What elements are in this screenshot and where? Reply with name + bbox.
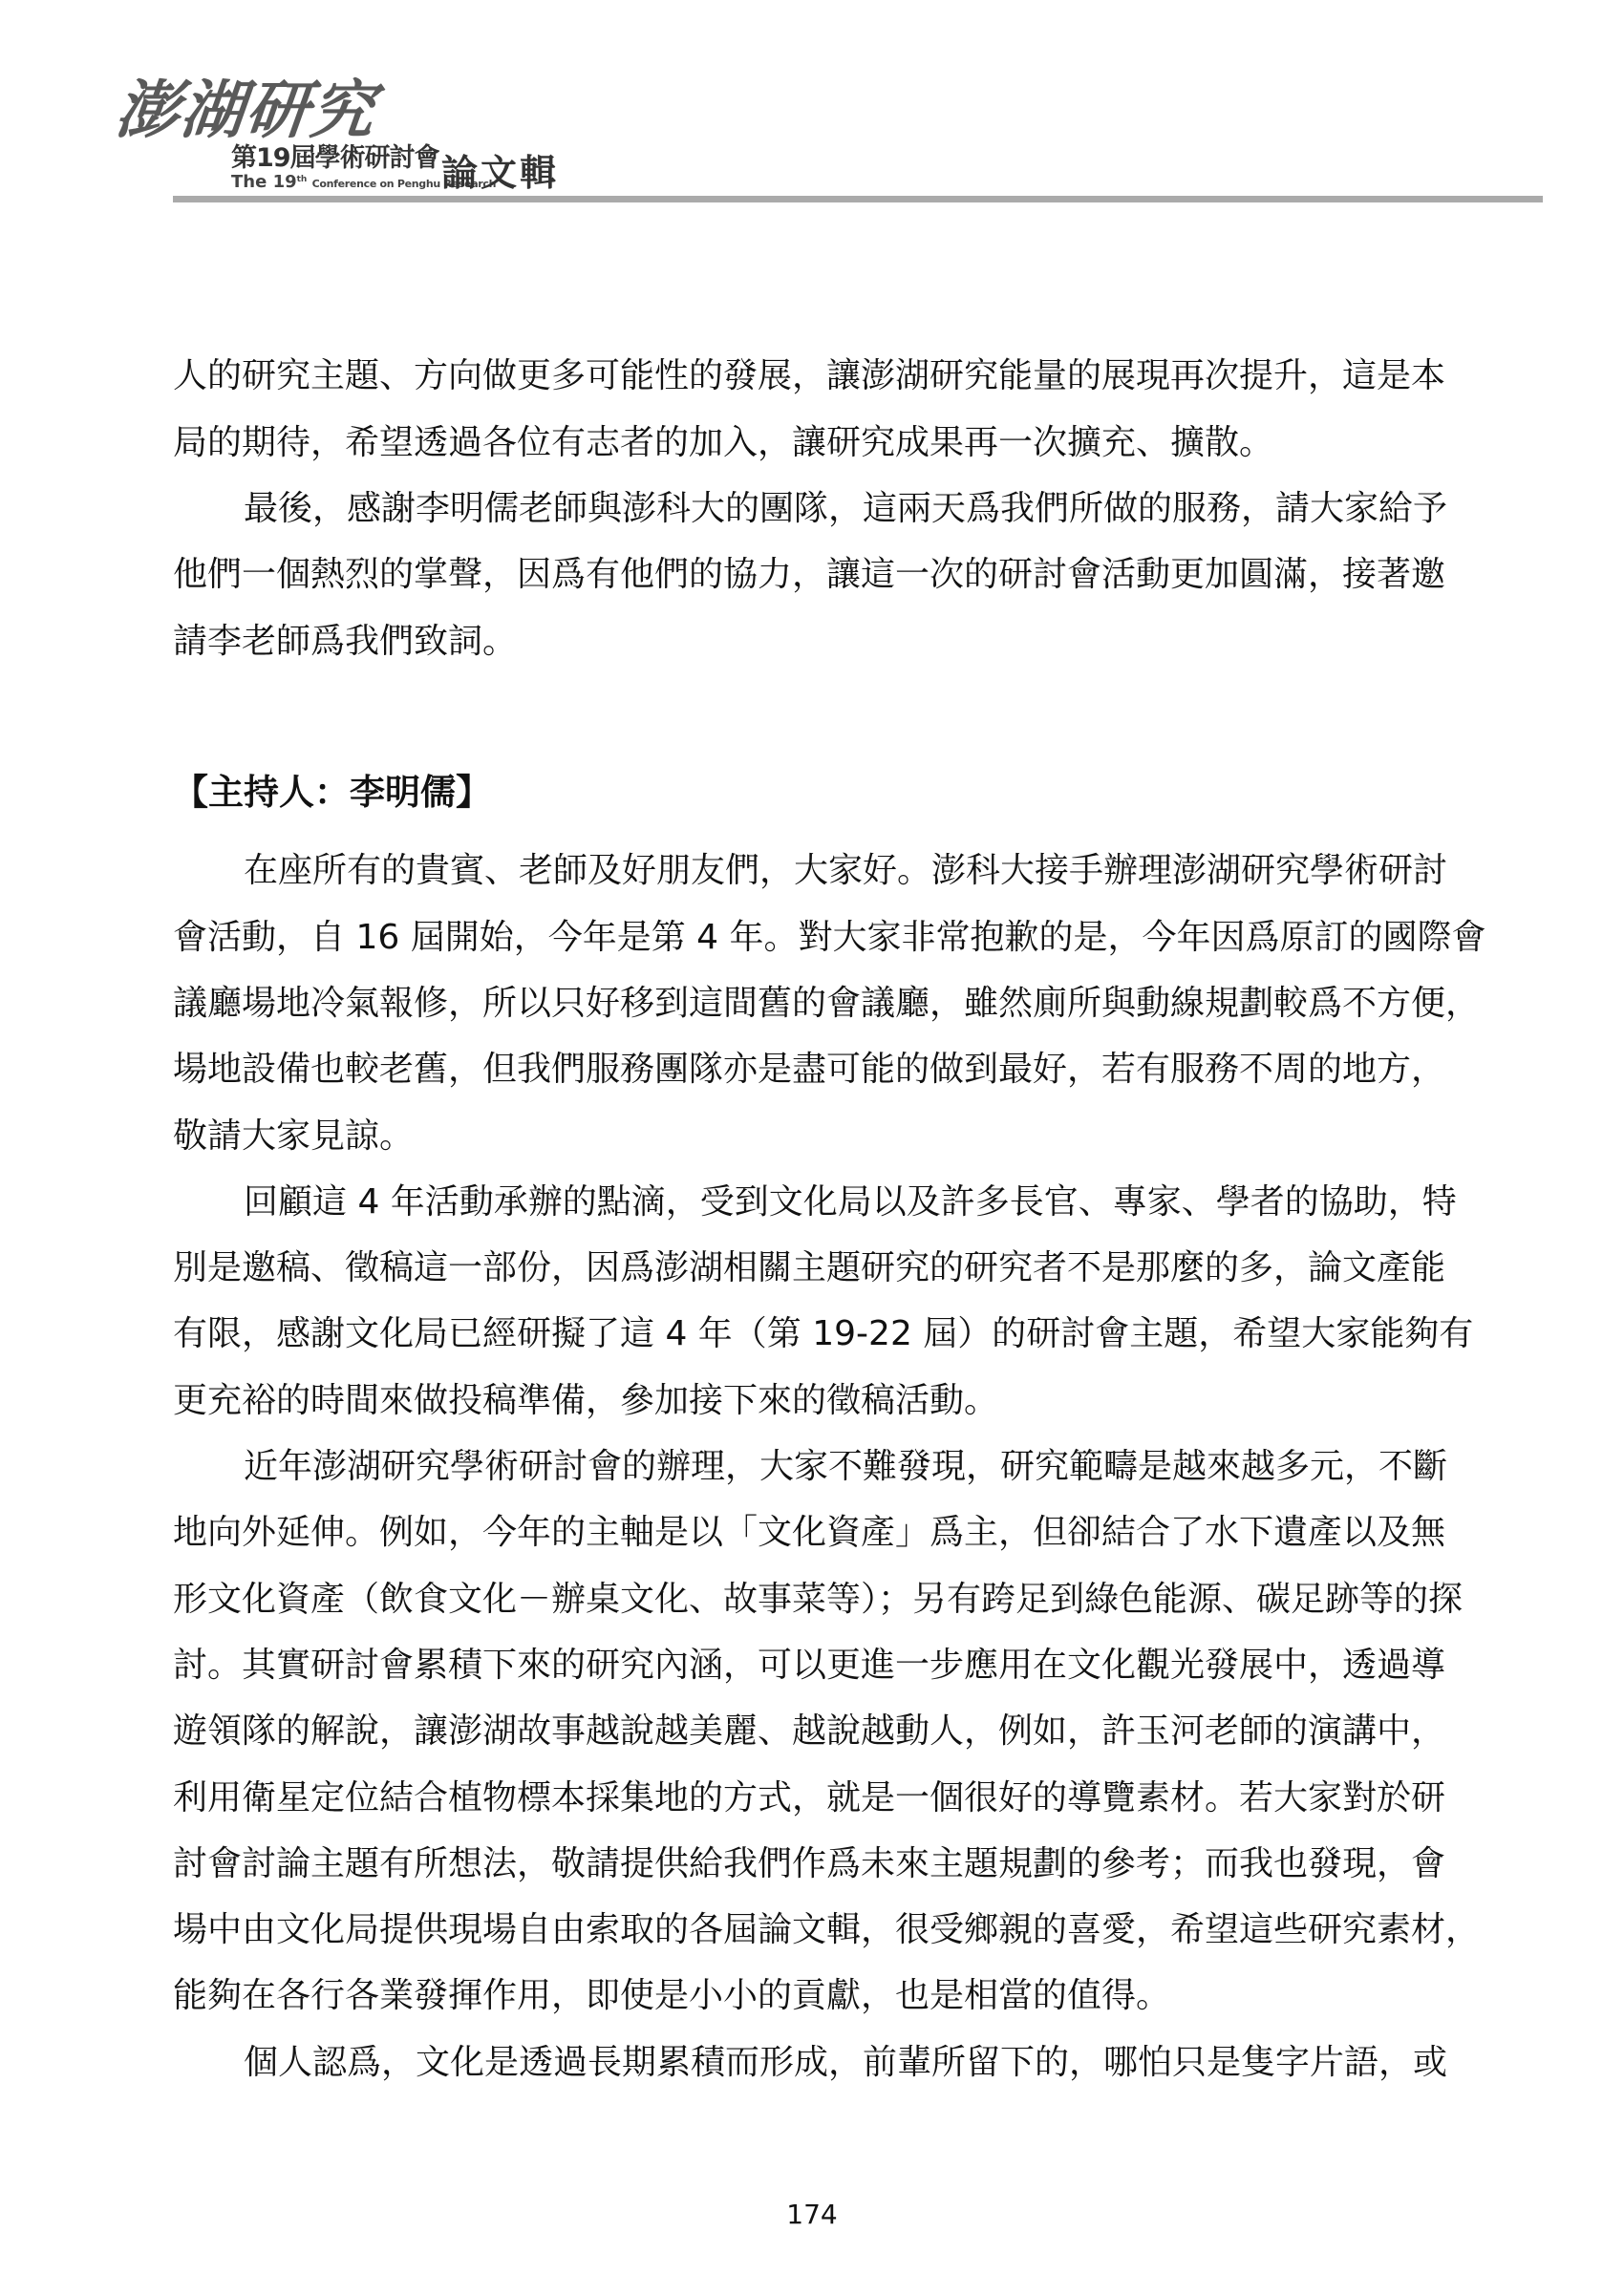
text-line: 討。其實研討會累積下來的研究內涵，可以更進一步應用在文化觀光發展中，透過導	[173, 1645, 1446, 1685]
page-number: 174	[786, 2199, 838, 2230]
text-line: 會活動，自 16 屆開始，今年是第 4 年。對大家非常抱歉的是，今年因爲原訂的國際會	[173, 917, 1486, 957]
conference-name-en: Conference on Penghu Research	[311, 178, 497, 190]
text-line: 更充裕的時間來做投稿準備，參加接下來的徵稿活動。	[173, 1380, 999, 1420]
text-line: 回顧這 4 年活動承辦的點滴，受到文化局以及許多長官、專家、學者的協助，特	[244, 1181, 1457, 1222]
text-line: 人的研究主題、方向做更多可能性的發展，讓澎湖研究能量的展現再次提升，這是本	[173, 356, 1446, 396]
text-line: 場中由文化局提供現場自由索取的各屆論文輯，很受鄉親的喜愛，希望這些研究素材，	[173, 1910, 1481, 1950]
conference-ordinal: The 19	[231, 172, 297, 192]
text-line: 遊領隊的解說，讓澎湖故事越說越美麗、越說越動人，例如，許玉河老師的演講中，	[173, 1711, 1446, 1752]
speaker-heading: 【主持人：李明儒】	[173, 772, 491, 814]
text-line: 地向外延伸。例如，今年的主軸是以「文化資產」爲主，但卻結合了水下遺產以及無	[173, 1513, 1446, 1553]
ordinal-suffix: th	[296, 175, 308, 184]
text-line: 利用衛星定位結合植物標本採集地的方式，就是一個很好的導覽素材。若大家對於研	[173, 1777, 1446, 1818]
text-line: 近年澎湖研究學術研討會的辦理，大家不難發現，研究範疇是越來越多元，不斷	[244, 1447, 1448, 1487]
text-line: 最後，感謝李明儒老師與澎科大的團隊，這兩天爲我們所做的服務，請大家給予	[244, 488, 1448, 528]
conference-title-zh: 第19屆學術研討會	[231, 143, 439, 173]
text-line: 場地設備也較老舊，但我們服務團隊亦是盡可能的做到最好，若有服務不周的地方，	[173, 1050, 1446, 1090]
text-line: 敬請大家見諒。	[173, 1116, 415, 1156]
text-line: 有限，感謝文化局已經研擬了這 4 年（第 19-22 屆）的研討會主題，希望大家能夠有	[173, 1314, 1474, 1354]
text-line: 議廳場地冷氣報修，所以只好移到這間舊的會議廳，雖然廁所與動線規劃較爲不方便，	[173, 983, 1481, 1023]
text-line: 別是邀稿、徵稿這一部份，因爲澎湖相關主題研究的研究者不是那麼的多，論文產能	[173, 1248, 1446, 1288]
proceedings-label: 論文輯	[441, 152, 560, 194]
text-line: 局的期待，希望透過各位有志者的加入，讓研究成果再一次擴充、擴散。	[173, 422, 1274, 462]
text-line: 請李老師爲我們致詞。	[173, 621, 518, 661]
text-line: 能夠在各行各業發揮作用，即使是小小的貢獻，也是相當的值得。	[173, 1976, 1171, 2016]
text-line: 討會討論主題有所想法，敬請提供給我們作爲未來主題規劃的參考；而我也發現，會	[173, 1843, 1446, 1883]
header-divider	[173, 196, 1543, 202]
text-line: 形文化資產（飲食文化－辦桌文化、故事菜等）；另有跨足到綠色能源、碳足跡等的探	[173, 1579, 1464, 1619]
text-line: 個人認爲，文化是透過長期累積而形成，前輩所留下的，哪怕只是隻字片語，或	[244, 2042, 1448, 2082]
text-line: 他們一個熱烈的掌聲，因爲有他們的協力，讓這一次的研討會活動更加圓滿，接著邀	[173, 555, 1446, 595]
penghu-research-logo: 澎湖研究	[112, 73, 380, 147]
text-line: 在座所有的貴賓、老師及好朋友們，大家好。澎科大接手辦理澎湖研究學術研討	[244, 851, 1448, 891]
